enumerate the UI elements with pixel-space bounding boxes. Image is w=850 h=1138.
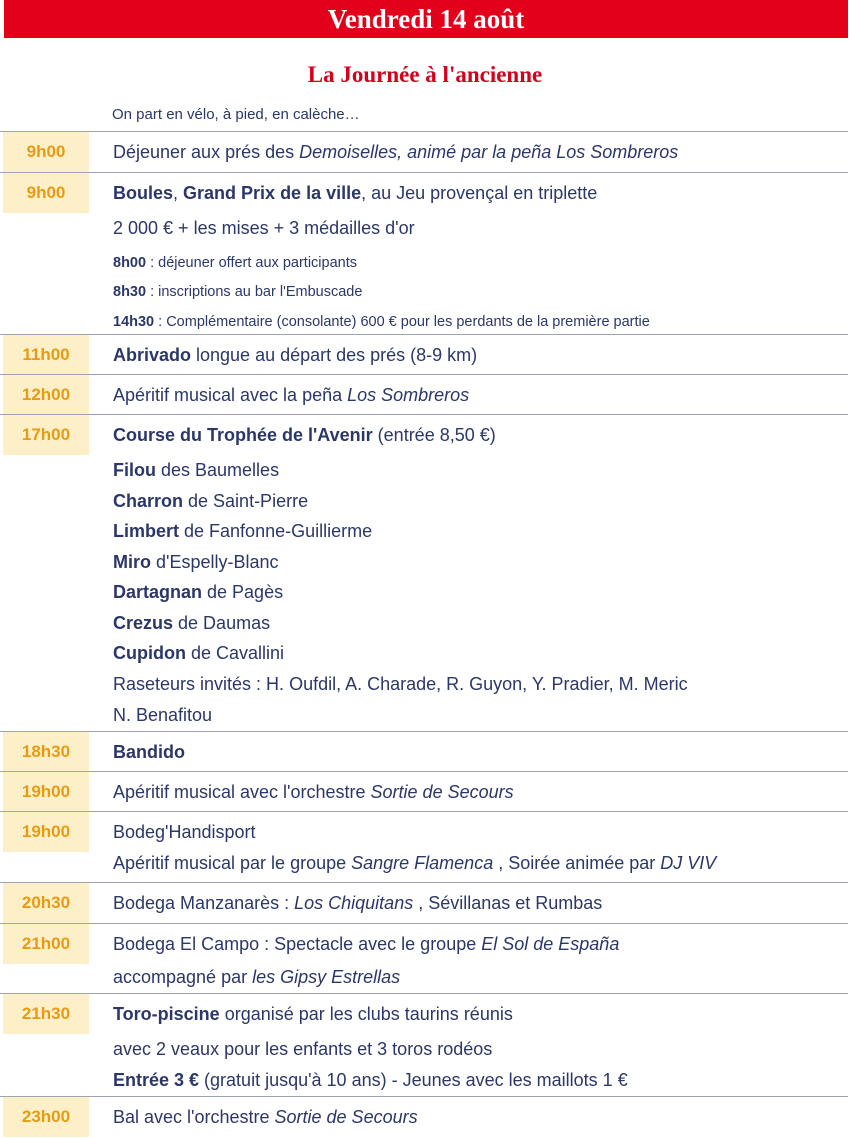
event-line <box>113 782 514 803</box>
bold-text: Charron <box>113 491 184 511</box>
event-line <box>113 491 308 512</box>
text-run: , Sévillanas et Rumbas <box>413 893 603 913</box>
text-run: de Pagès <box>202 582 284 602</box>
schedule-row <box>0 771 848 812</box>
text-run: Bodega Manzanarès : <box>113 893 295 913</box>
event-line <box>113 255 357 271</box>
time-cell: 9h00 <box>3 173 89 213</box>
bold-text: Filou <box>113 460 156 480</box>
event-line <box>113 853 716 874</box>
text-run: , au Jeu provençal en triplette <box>361 183 598 203</box>
event-line <box>113 521 372 542</box>
schedule-row <box>0 1096 848 1135</box>
event-line <box>113 218 415 239</box>
time-cell: 21h00 <box>3 924 89 964</box>
italic-text: El Sol de España <box>481 934 620 954</box>
time-cell: 9h00 <box>3 132 89 172</box>
event-line <box>113 183 597 204</box>
text-run: : inscriptions au bar l'Embuscade <box>146 284 363 300</box>
text-run: d'Espelly-Blanc <box>151 552 279 572</box>
bold-text: Miro <box>113 552 151 572</box>
bold-text: Cupidon <box>113 643 186 663</box>
text-run: Bodega El Campo : Spectacle avec le groupe <box>113 934 482 954</box>
time-cell: 20h30 <box>3 883 89 923</box>
time-cell: 23h00 <box>3 1097 89 1137</box>
event-line <box>113 345 477 366</box>
schedule-row <box>0 334 848 375</box>
bold-text: Entrée 3 € <box>113 1070 200 1090</box>
italic-text: les Gipsy Estrellas <box>252 967 401 987</box>
bold-text: Grand Prix de la ville <box>183 183 362 203</box>
day-banner: Vendredi 14 août <box>4 0 848 38</box>
text-run: Apéritif musical par le groupe <box>113 853 352 873</box>
event-line <box>113 674 688 695</box>
italic-text: Sangre Flamenca <box>351 853 494 873</box>
event-line <box>113 1004 513 1025</box>
italic-text: Los Sombreros <box>347 385 470 405</box>
text-run: avec 2 veaux pour les enfants et 3 toros rodéos <box>113 1039 493 1059</box>
event-line <box>113 742 185 763</box>
time-cell: 12h00 <box>3 375 89 415</box>
bold-text: Crezus <box>113 613 174 633</box>
event-line <box>113 385 469 406</box>
event-line <box>113 934 619 955</box>
time-cell: 21h30 <box>3 994 89 1034</box>
text-run: Raseteurs invités : H. Oufdil, A. Charade, R. Guyon, Y. Pradier, M. Meric <box>113 674 688 694</box>
schedule-row <box>0 993 848 1097</box>
bold-text: 8h00 <box>113 255 147 271</box>
text-run: de Daumas <box>173 613 271 633</box>
italic-text: Demoiselles, animé par la peña Los Sombreros <box>299 142 679 162</box>
event-line <box>113 705 212 726</box>
text-run: N. Benafitou <box>113 705 213 725</box>
text-run: , <box>173 183 184 203</box>
italic-text: Sortie de Secours <box>274 1107 418 1127</box>
time-cell: 11h00 <box>3 335 89 375</box>
event-line <box>113 967 400 988</box>
text-run: , Soirée animée par <box>493 853 661 873</box>
time-cell: 19h00 <box>3 812 89 852</box>
text-run: de Saint-Pierre <box>183 491 309 511</box>
text-run: : Complémentaire (consolante) 600 € pour les perdants de la première partie <box>154 314 650 330</box>
schedule-row <box>0 882 848 924</box>
text-run: organisé par les clubs taurins réunis <box>219 1004 513 1024</box>
text-run: Apéritif musical avec la peña <box>113 385 348 405</box>
text-run: des Baumelles <box>156 460 280 480</box>
bold-text: Bandido <box>113 742 185 762</box>
event-line <box>113 1070 628 1091</box>
italic-text: Los Chiquitans <box>294 893 414 913</box>
text-run: Apéritif musical avec l'orchestre <box>113 782 371 802</box>
event-line <box>113 142 678 163</box>
event-line <box>113 552 279 573</box>
schedule-row <box>0 131 848 173</box>
intro-text: On part en vélo, à pied, en calèche… <box>112 106 360 123</box>
text-run: Bal avec l'orchestre <box>113 1107 275 1127</box>
text-run: (entrée 8,50 €) <box>372 425 496 445</box>
time-cell: 19h00 <box>3 772 89 812</box>
bold-text: Limbert <box>113 521 180 541</box>
schedule-row <box>0 923 848 994</box>
event-line <box>113 582 283 603</box>
bold-text: 14h30 <box>113 314 155 330</box>
schedule-row <box>0 731 848 772</box>
text-run: 2 000 € + les mises + 3 médailles d'or <box>113 218 415 238</box>
schedule-row <box>0 414 848 732</box>
text-run: (gratuit jusqu'à 10 ans) - Jeunes avec les maillots 1 € <box>199 1070 628 1090</box>
text-run: accompagné par <box>113 967 253 987</box>
schedule-row <box>0 811 848 883</box>
event-line <box>113 460 279 481</box>
bold-text: 8h30 <box>113 284 147 300</box>
schedule-row <box>0 172 848 335</box>
text-run: : déjeuner offert aux participants <box>146 255 357 271</box>
event-line <box>113 643 284 664</box>
event-line <box>113 314 650 330</box>
event-line <box>113 284 362 300</box>
time-cell: 17h00 <box>3 415 89 455</box>
event-line <box>113 1107 418 1128</box>
event-line <box>113 822 256 843</box>
bold-text: Dartagnan <box>113 582 203 602</box>
event-line <box>113 613 270 634</box>
page-subtitle: La Journée à l'ancienne <box>307 62 543 87</box>
time-cell: 18h30 <box>3 732 89 772</box>
text-run: de Cavallini <box>185 643 285 663</box>
bold-text: Boules <box>113 183 174 203</box>
event-line <box>113 1039 492 1060</box>
text-run: Bodeg'Handisport <box>113 822 256 842</box>
bold-text: Abrivado <box>113 345 192 365</box>
text-run: Déjeuner aux prés des <box>113 142 300 162</box>
text-run: de Fanfonne-Guillierme <box>179 521 373 541</box>
event-line <box>113 893 602 914</box>
italic-text: DJ VIV <box>660 853 717 873</box>
text-run: longue au départ des prés (8-9 km) <box>191 345 478 365</box>
event-line <box>113 425 496 446</box>
schedule-row <box>0 374 848 415</box>
italic-text: Sortie de Secours <box>370 782 514 802</box>
bold-text: Course du Trophée de l'Avenir <box>113 425 373 445</box>
bold-text: Toro-piscine <box>113 1004 220 1024</box>
